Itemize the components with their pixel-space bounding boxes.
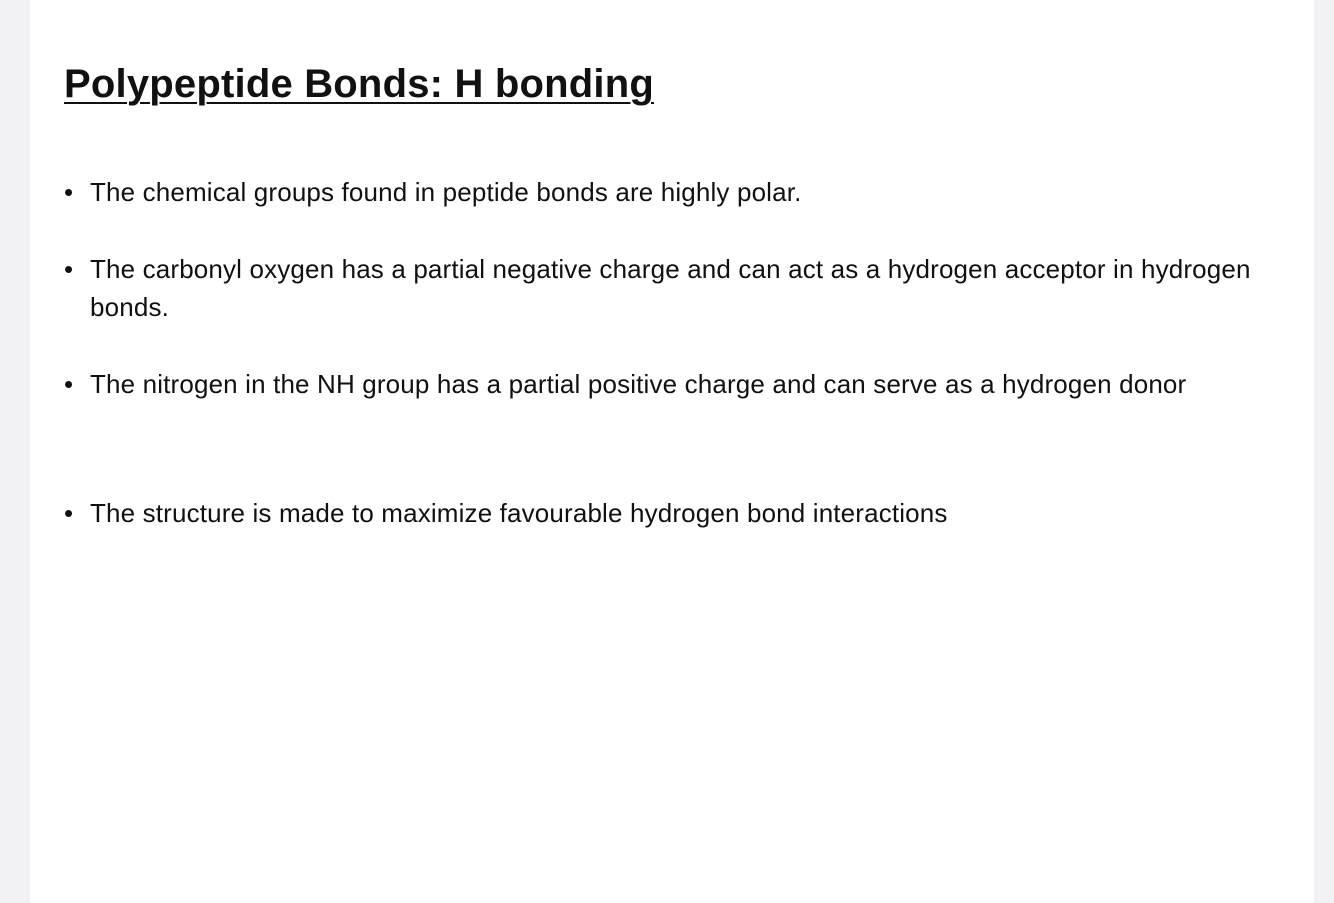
list-item — [64, 365, 1254, 403]
bullet-dot-icon: • — [64, 498, 74, 528]
list-item-text: The nitrogen in the NH group has a partial positive charge and can serve as a hydrogen donor — [90, 369, 1187, 399]
list-item — [64, 250, 1254, 326]
bullet-dot-icon: • — [64, 254, 74, 284]
bullet-dot-icon: • — [64, 369, 74, 399]
list-item — [64, 173, 1254, 211]
list-item — [64, 494, 1254, 532]
list-item-text: The structure is made to maximize favourable hydrogen bond interactions — [90, 498, 948, 528]
list-item-text: The carbonyl oxygen has a partial negative charge and can act as a hydrogen acceptor in hydrogen bonds. — [90, 254, 1251, 322]
list-item-text: The chemical groups found in peptide bonds are highly polar. — [90, 177, 802, 207]
page-title: Polypeptide Bonds: H bonding — [64, 62, 654, 106]
document-page — [30, 0, 1314, 903]
bullet-dot-icon: • — [64, 177, 74, 207]
